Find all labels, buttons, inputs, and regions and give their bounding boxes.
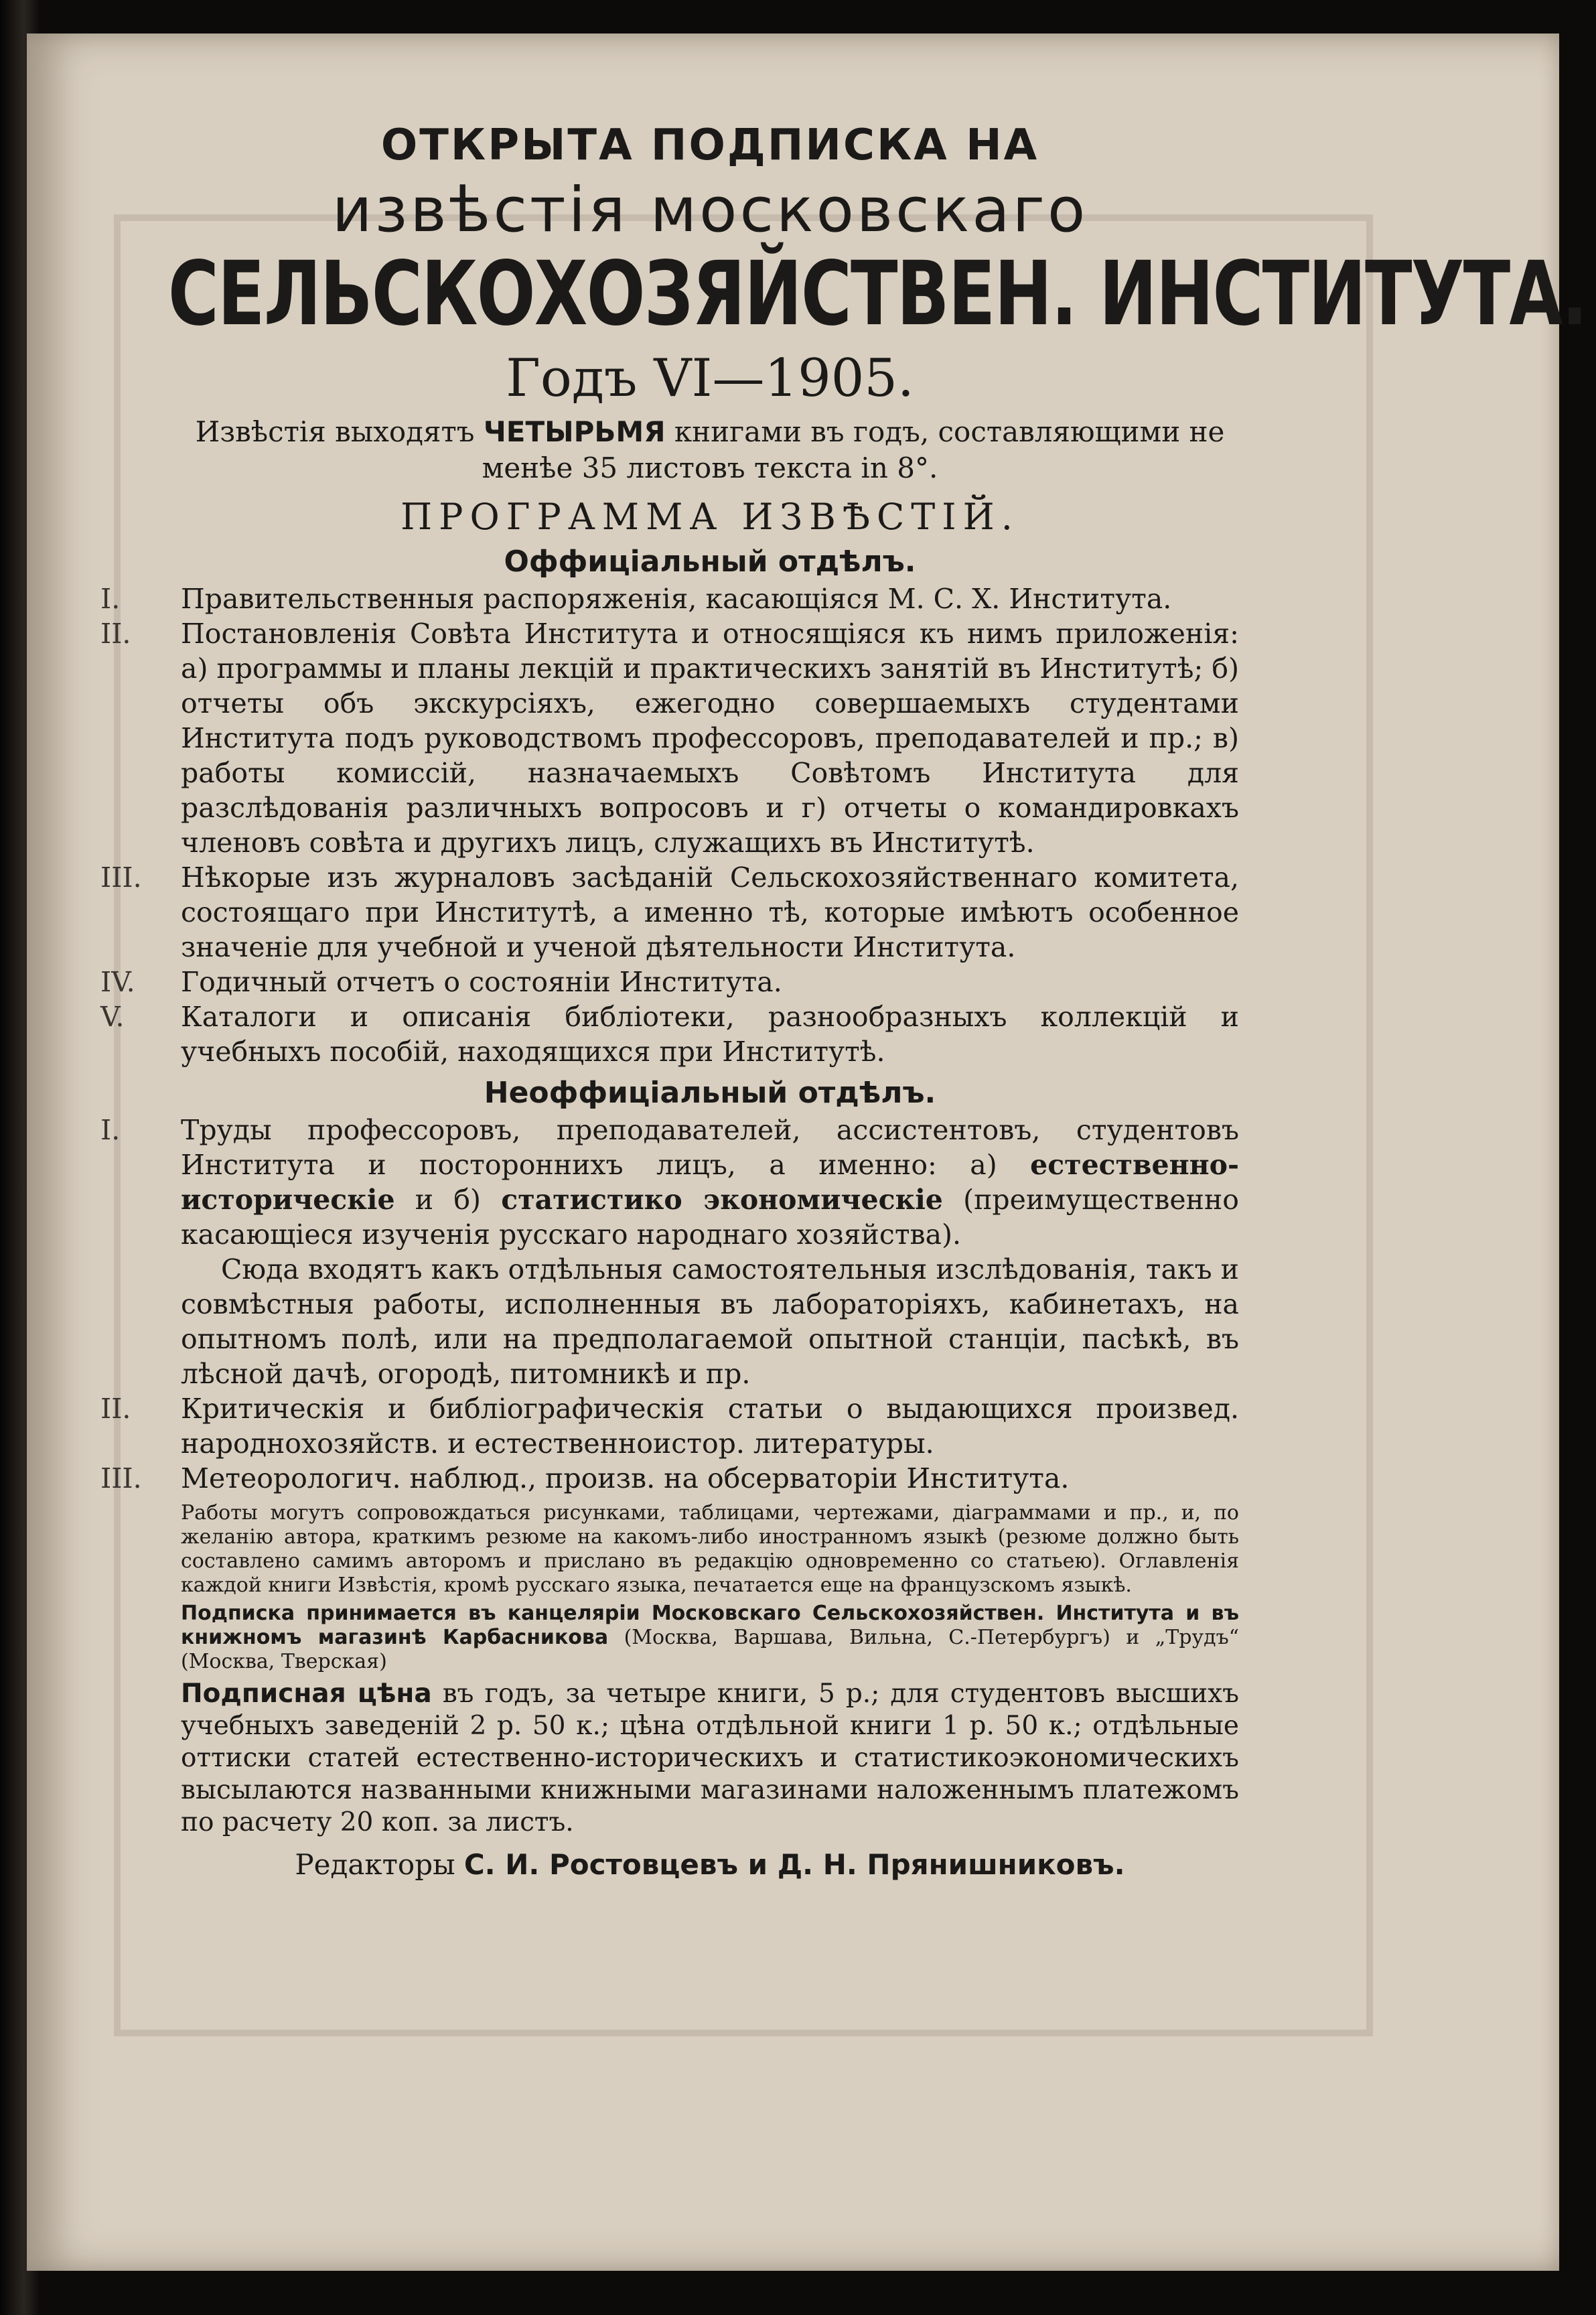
official-item: [100, 581, 1239, 616]
institute-title: СЕЛЬСКОХОЗЯЙСТВЕН. ИНСТИТУТА.: [167, 242, 1587, 346]
subscription-heading: ОТКРЫТА ПОДПИСКА НА: [380, 121, 1039, 170]
editors-line: [181, 1848, 1239, 1881]
official-item: [100, 616, 1239, 860]
item-number: IV.: [100, 966, 135, 998]
item-text: Нѣкорые изъ журналовъ засѣданій Сельскохозяйственнаго комитета, состоящаго при Институтѣ, а именно тѣ, которые имѣютъ особенное значеніе для учебной и ученой дѣятельности Института.: [181, 861, 1239, 963]
scope-paragraph: Сюда входятъ какъ отдѣльныя самостоятельныя изслѣдованія, такъ и совмѣстныя работы, исполненныя въ лабораторіяхъ, кабинетахъ, на опытномъ полѣ, или на предполагаемой опытной станціи, пасѣкѣ, въ лѣсной дачѣ, огородѣ, питомникѣ и пр.: [181, 1253, 1239, 1390]
price-note: [181, 1678, 1239, 1839]
intro-before: Извѣстія выходятъ: [195, 415, 484, 448]
editors-names: С. И. Ростовцевъ и Д. Н. Прянишниковъ.: [463, 1848, 1125, 1881]
official-section-title: Оффиціальный отдѣлъ.: [504, 545, 916, 579]
intro-after: книгами въ годъ, составляющими не менѣе 35 листовъ текста in 8°.: [482, 415, 1225, 484]
item-text: Критическія и библіографическія статьи о выдающихся произвед. народнохозяйств. и естественноистор. литературы.: [181, 1393, 1239, 1460]
price-bold: Подписная цѣна: [181, 1679, 432, 1709]
item-number: I.: [100, 583, 121, 615]
item-bold-natural: естественно-историческіе: [181, 1149, 1239, 1216]
intro-bold: ЧЕТЫРЬМЯ: [483, 415, 666, 448]
official-item: [100, 860, 1239, 965]
item-text-part: (преимущественно касающіеся изученія русскаго народнаго хозяйства).: [181, 1184, 1239, 1251]
item-text: [181, 1113, 1239, 1252]
item-number: II.: [100, 1393, 131, 1425]
unofficial-item: [100, 1461, 1239, 1496]
item-text: Метеорологич. наблюд., произв. на обсерваторіи Института.: [181, 1462, 1070, 1494]
unofficial-section-title: Неоффиціальный отдѣлъ.: [484, 1076, 936, 1110]
works-note: Работы могутъ сопровождаться рисунками, таблицами, чертежами, діаграммами и пр., и, по желанію автора, краткимъ резюме на какомъ-либо иностранномъ языкѣ (резюме должно быть составлено самимъ авторомъ и прислано въ редакцію одновременно со статьею). Оглавленія каждой книги Извѣстія, кромѣ русскаго языка, печатается еще на французскомъ языкѣ.: [181, 1501, 1239, 1597]
item-text: Правительственныя распоряженія, касающіяся М. С. Х. Института.: [181, 583, 1172, 615]
subscription-note: [181, 1602, 1239, 1674]
item-text-part: Труды профессоровъ, преподавателей, ассистентовъ, студентовъ Института и постороннихъ лицъ, а именно: а): [181, 1114, 1239, 1181]
unofficial-item: [100, 1113, 1239, 1252]
subscription-rest: (Москва, Варшава, Вильна, С.-Петербургъ) и „Трудъ“ (Москва, Тверская): [181, 1626, 1239, 1673]
unofficial-item: [100, 1391, 1239, 1461]
price-text: въ годъ, за четыре книги, 5 р.; для студентовъ высшихъ учебныхъ заведеній 2 р. 50 к.; цѣна отдѣльной книги 1 р. 50 к.; отдѣльные оттиски статей естественно-историческихъ и статистикоэкономическихъ высылаются названными книжными магазинами наложеннымъ платежомъ по расчету 20 коп. за листъ.: [181, 1679, 1239, 1837]
item-bold-economic: статистико экономическіе: [501, 1184, 943, 1216]
item-text: Годичный отчетъ о состояніи Института.: [181, 966, 782, 998]
item-number: I.: [100, 1114, 121, 1146]
item-number: II.: [100, 618, 131, 650]
announcement: [100, 121, 1587, 1909]
year-line: Годъ VI—1905.: [506, 348, 914, 409]
subscription-bold: Подписка принимается въ канцеляріи Московскаго Сельскохозяйствен. Института и въ книжномъ магазинѣ Карбасникова: [181, 1602, 1239, 1649]
official-item: [100, 999, 1239, 1069]
item-number: V.: [100, 1001, 125, 1033]
item-text: Постановленія Совѣта Института и относящіяся къ нимъ приложенія: а) программы и планы лекцій и практическихъ занятій въ Институтѣ; б) отчеты объ экскурсіяхъ, ежегодно совершаемыхъ студентами Института подъ руководствомъ профессоровъ, преподавателей и пр.; в) работы комиссій, назначаемыхъ Совѣтомъ Института для разслѣдованія различныхъ вопросовъ и г) отчеты о командировкахъ членовъ совѣта и другихъ лицъ, служащихъ въ Институтѣ.: [181, 618, 1239, 859]
editors-label: Редакторы: [295, 1848, 464, 1881]
official-item: [100, 965, 1239, 999]
journal-title: извѣстія московскаго: [332, 174, 1088, 246]
item-number: III.: [100, 1462, 142, 1494]
intro-text: [181, 414, 1239, 486]
item-text: Каталоги и описанія библіотеки, разнообразныхъ коллекцій и учебныхъ пособій, находящихся при Институтѣ.: [181, 1001, 1239, 1068]
program-title: ПРОГРАММА ИЗВѢСТІЙ.: [401, 496, 1019, 538]
item-text-part: и б): [394, 1184, 502, 1216]
item-number: III.: [100, 861, 142, 894]
